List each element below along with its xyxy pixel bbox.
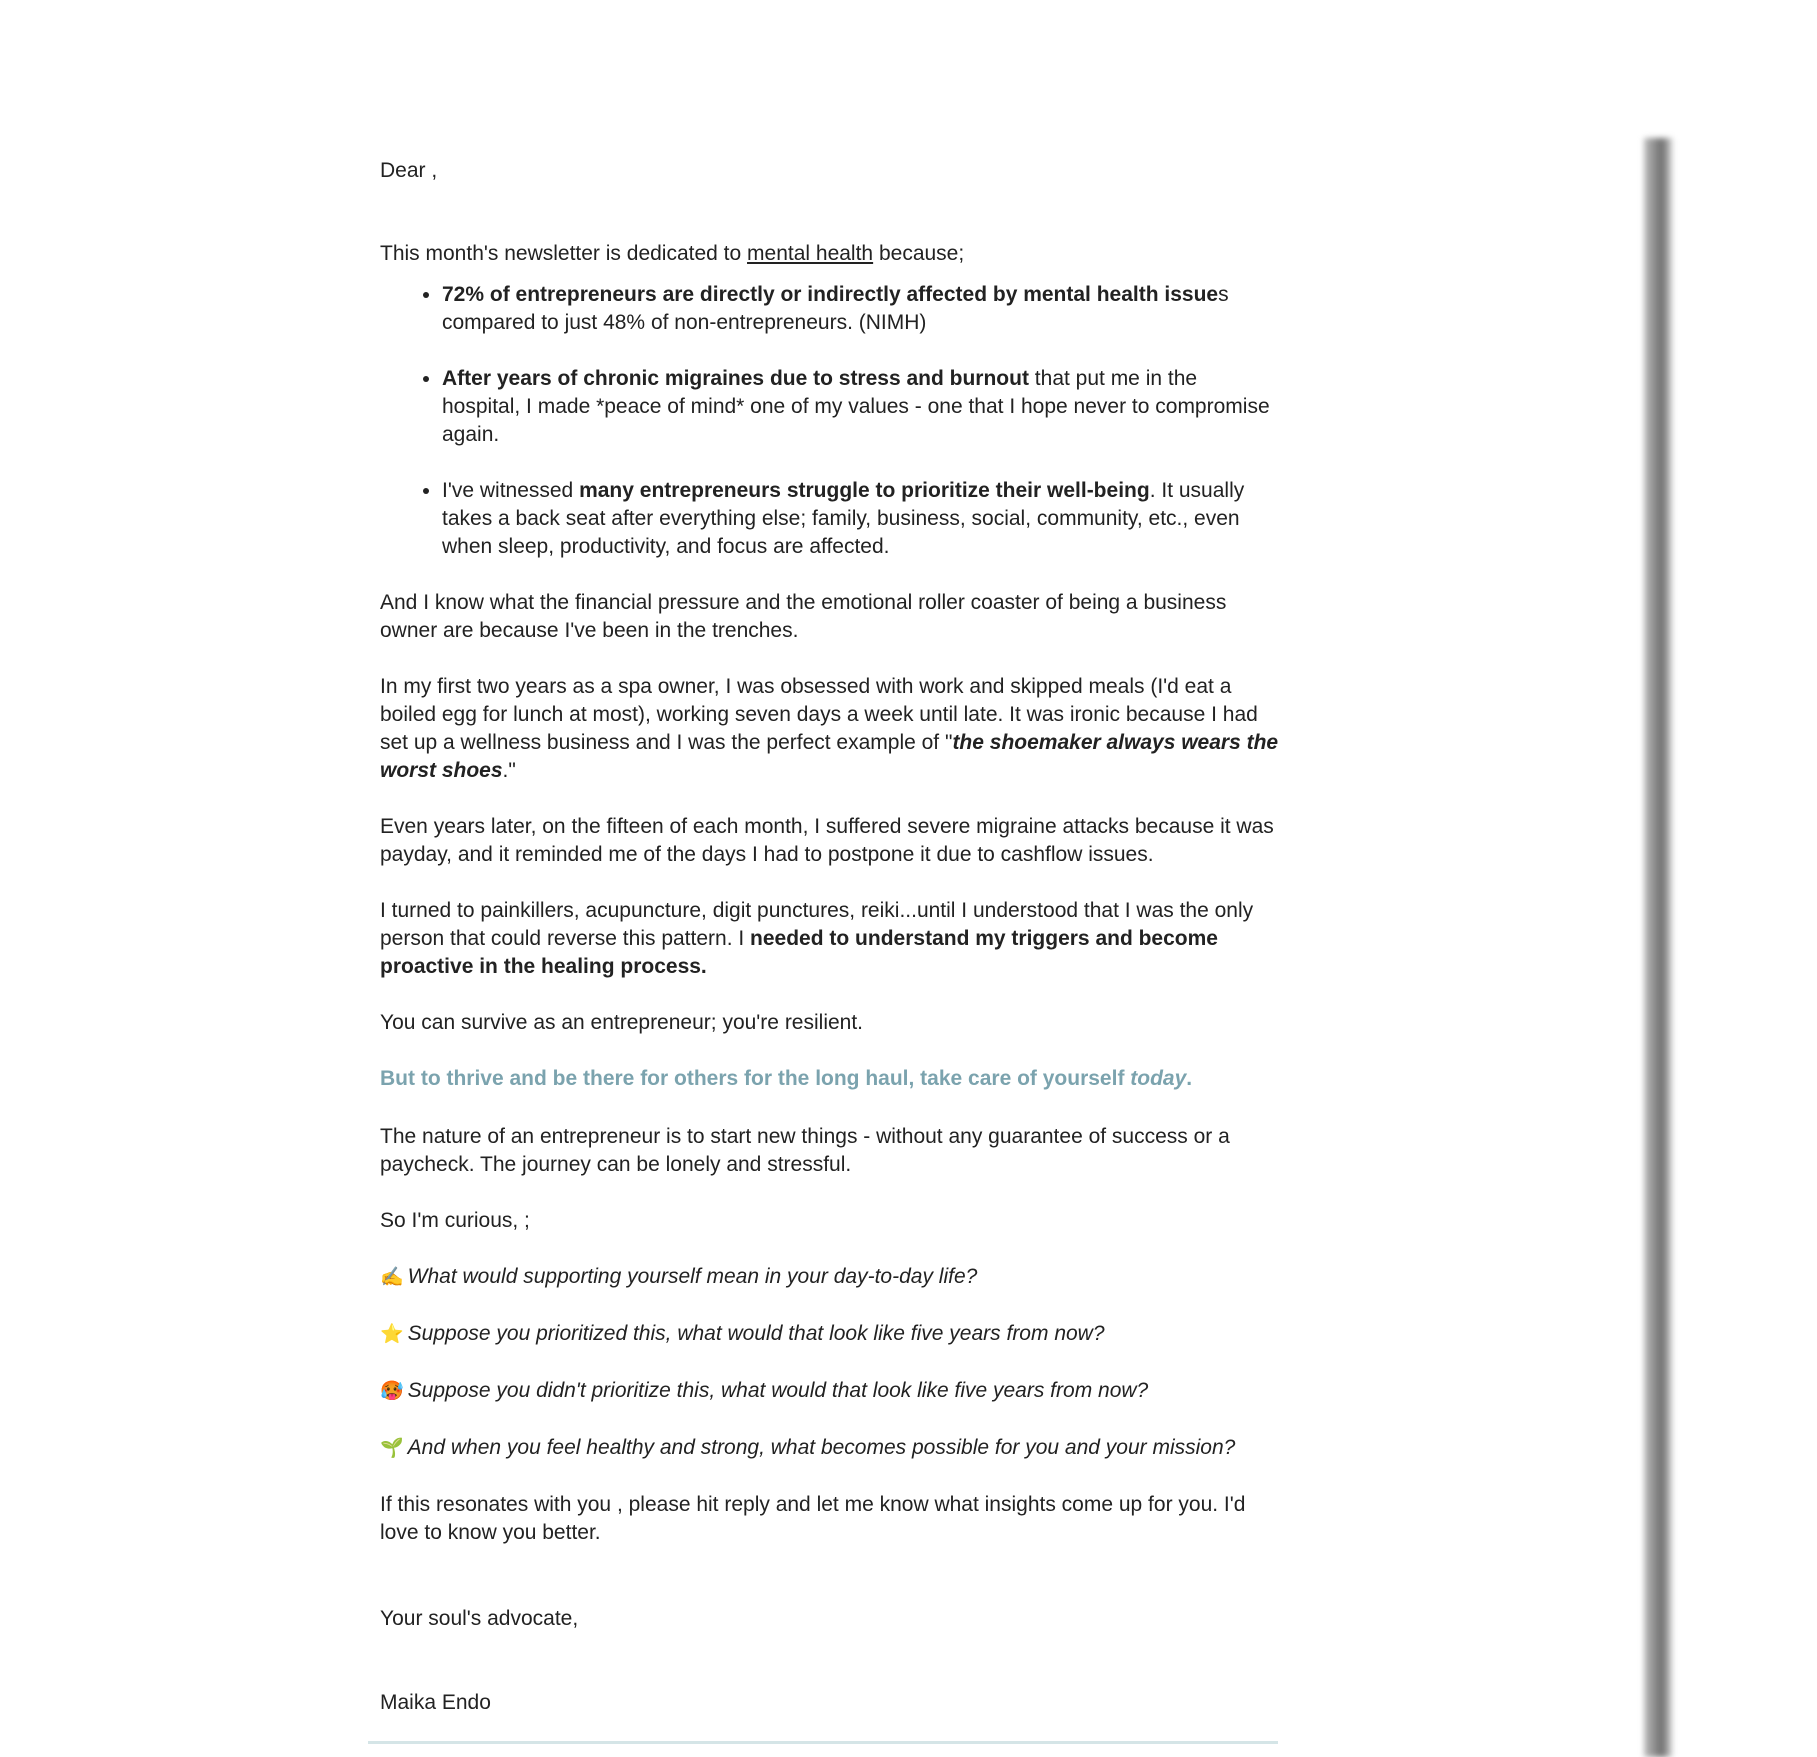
writing-hand-icon: ✍ [380,1267,404,1288]
signature: Maika Endo [380,1691,491,1714]
newsletter-body [380,157,1280,1717]
intro-text: This month's newsletter is dedicated to [380,242,748,265]
shoemaker-quote: the shoemaker always wears the worst shoes [380,731,1279,782]
paragraph-text: In my first two years as a spa owner, I was obsessed with work and skipped meals (I'd eat a boiled egg for lunch at most), working seven days a week until late. It was ironic because I had set up a wellness business and I was the perfect example of " [380,675,1258,754]
list-item [442,365,1280,449]
divider [368,1741,1278,1744]
question-4 [380,1434,1280,1463]
highlight-end: . [1186,1067,1193,1090]
reason-prefix: I've witnessed [442,479,580,502]
paragraph-text-end: ." [502,759,516,782]
question-3 [380,1377,1280,1406]
question-text: What would supporting yourself mean in your day-to-day life? [407,1265,978,1288]
seedling-icon: 🌱 [380,1438,404,1459]
hot-face-icon: 🥵 [380,1381,404,1402]
signoff: Your soul's advocate, [380,1607,579,1630]
question-text: Suppose you prioritized this, what would that look like five years from now? [407,1322,1105,1345]
reason-bold: many entrepreneurs struggle to prioritize their well-being [579,479,1150,502]
list-item [442,281,1280,337]
list-item [442,477,1280,561]
paragraph-bold: needed to understand my triggers and become proactive in the healing process. [380,927,1218,978]
question-text: And when you feel healthy and strong, what becomes possible for you and your mission? [407,1436,1236,1459]
reason-text: that put me in the hospital, I made *peace of mind* one of my values - one that I hope never to compromise again. [442,367,1270,446]
highlight-quote [380,1065,1280,1093]
question-2 [380,1320,1280,1349]
paragraph-curious: So I'm curious, ; [380,1209,530,1232]
reason-text: s compared to just 48% of non-entrepreneurs. (NIMH) [442,283,1229,334]
page-shadow [1644,138,1674,1757]
reason-text: . It usually takes a back seat after everything else; family, business, social, community, etc., even when sleep, productivity, and focus are affected. [442,479,1245,558]
mental-health-link[interactable]: mental health [747,242,874,265]
paragraph-spa-owner [380,673,1280,785]
reason-bold: After years of chronic migraines due to stress and burnout [442,367,1029,390]
highlight-emphasis: today [1130,1067,1187,1090]
paragraph-nature: The nature of an entrepreneur is to start new things - without any guarantee of success or a paycheck. The journey can be lonely and stressful. [380,1125,1230,1176]
paragraph-resilient: You can survive as an entrepreneur; you're resilient. [380,1011,864,1034]
paragraph-trenches: And I know what the financial pressure and the emotional roller coaster of being a business owner are because I've been in the trenches. [380,591,1227,642]
star-icon: ⭐ [380,1324,404,1345]
intro-text-end: because; [873,242,965,265]
highlight-text: But to thrive and be there for others for the long haul, take care of yourself [380,1067,1131,1090]
paragraph-painkillers [380,897,1280,981]
question-1 [380,1263,1280,1292]
greeting: Dear , [380,159,438,182]
reason-bold: 72% of entrepreneurs are directly or indirectly affected by mental health issue [442,283,1219,306]
paragraph-migraines: Even years later, on the fifteen of each month, I suffered severe migraine attacks because it was payday, and it reminded me of the days I had to postpone it due to cashflow issues. [380,815,1274,866]
question-text: Suppose you didn't prioritize this, what would that look like five years from now? [407,1379,1149,1402]
intro-paragraph [380,240,1280,268]
paragraph-reply: If this resonates with you , please hit reply and let me know what insights come up for you. I'd love to know you better. [380,1493,1246,1544]
paragraph-text: I turned to painkillers, acupuncture, digit punctures, reiki...until I understood that I was the only person that could reverse this pattern. I [380,899,1254,950]
reasons-list [380,281,1280,561]
